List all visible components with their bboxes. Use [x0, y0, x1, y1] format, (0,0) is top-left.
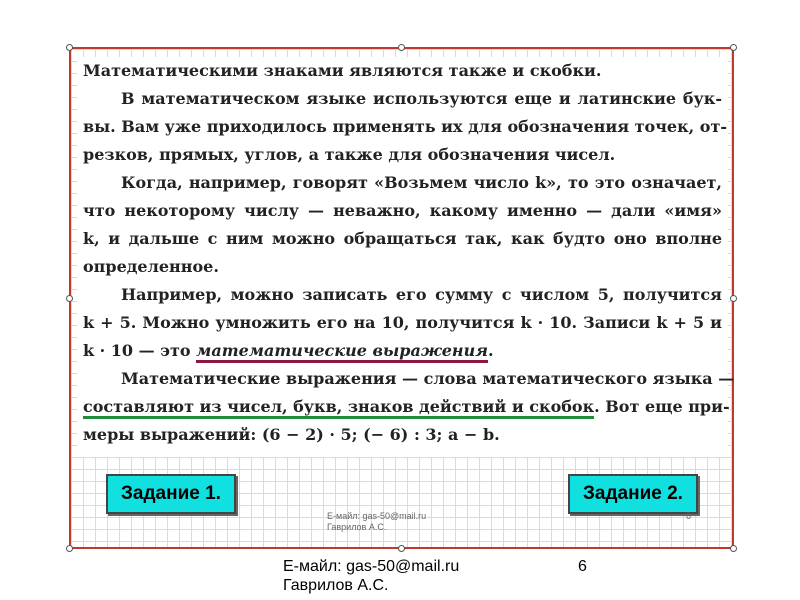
selection-handle[interactable]: [66, 545, 73, 552]
text-line: Математические выражения — слова математического языка —: [121, 369, 735, 388]
selection-handle[interactable]: [730, 295, 737, 302]
text-line: что некоторому числу — неважно, какому именно — дали «имя»: [83, 201, 722, 220]
text-fragment: . Вот еще при-: [594, 397, 730, 416]
selection-handle[interactable]: [730, 44, 737, 51]
task-2-button[interactable]: Задание 2.: [568, 474, 698, 514]
inner-footer-author: Гаврилов А.С.: [327, 522, 387, 532]
selection-handle[interactable]: [730, 545, 737, 552]
footer-page-number: 6: [578, 558, 587, 575]
text-fragment: .: [487, 341, 494, 360]
text-line: k + 5. Можно умножить его на 10, получится k · 10. Записи k + 5 и: [83, 313, 722, 332]
inner-footer-email: E-майл: gas-50@mail.ru: [327, 511, 427, 521]
text-fragment: k · 10 — это: [83, 341, 197, 360]
text-line: Например, можно записать его сумму с числом 5, получится: [121, 285, 722, 304]
selection-handle[interactable]: [66, 295, 73, 302]
selection-handle[interactable]: [398, 545, 405, 552]
text-line: резков, прямых, углов, а также для обозначения чисел.: [83, 145, 616, 164]
footer-email: Е-майл: gas-50@mail.ru: [283, 558, 460, 575]
text-line: Математическими знаками являются также и скобки.: [83, 61, 602, 80]
text-line: Когда, например, говорят «Возьмем число k», то это означает,: [121, 173, 722, 192]
text-line: k, и дальше с ним можно обращаться так, как будто оно вполне: [83, 229, 722, 248]
selection-handle[interactable]: [398, 44, 405, 51]
task-1-button[interactable]: Задание 1.: [106, 474, 236, 514]
footer-author: Гаврилов А.С.: [283, 577, 389, 594]
text-line: [83, 393, 730, 421]
footer-contact: [283, 557, 459, 595]
inner-footer-contact: [327, 511, 426, 533]
selection-handle[interactable]: [66, 44, 73, 51]
text-line: вы. Вам уже приходилось применять их для обозначения точек, от-: [83, 117, 728, 136]
highlight-definition: составляют из чисел, букв, знаков действий и скобок: [83, 397, 594, 419]
text-line: меры выражений: (6 − 2) · 5; (− 6) : 3; a − b.: [83, 425, 500, 444]
slide-frame: [69, 47, 734, 549]
highlight-math-expressions: математические выражения: [196, 341, 488, 363]
text-line: В математическом языке используются еще и латинские бук-: [121, 89, 722, 108]
textbook-text: [77, 57, 735, 457]
inner-footer-page-number: 6: [686, 511, 692, 521]
text-line: [83, 337, 722, 365]
text-line: определенное.: [83, 257, 219, 276]
